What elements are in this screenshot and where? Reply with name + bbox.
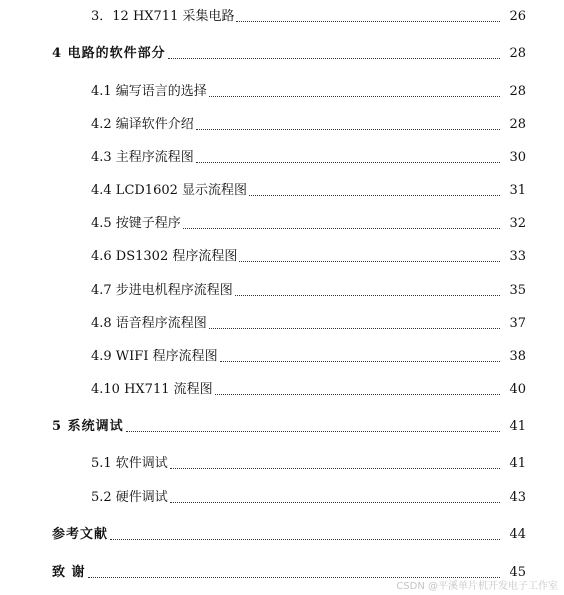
- toc-entry-page: 28: [509, 84, 526, 99]
- toc-entry: [0, 311, 564, 333]
- toc-entry-title: 4.4 LCD1602 显示流程图: [91, 183, 248, 198]
- toc-entry-page: 28: [509, 46, 526, 61]
- dot-leader: [209, 324, 500, 329]
- dot-leader: [215, 390, 500, 395]
- toc-entry-title: 3．12 HX711 采集电路: [91, 9, 235, 24]
- dot-leader: [110, 535, 500, 540]
- toc-entry: [0, 4, 564, 26]
- dot-leader: [209, 92, 500, 97]
- toc-entry-title: 4.2 编译软件介绍: [91, 117, 194, 132]
- toc-entry: [0, 112, 564, 134]
- toc-entry-title: 4.6 DS1302 程序流程图: [91, 249, 238, 264]
- toc-entry-title: 4.8 语音程序流程图: [91, 316, 207, 331]
- toc-entry-title: 4.10 HX711 流程图: [91, 382, 213, 397]
- toc-entry: [0, 485, 564, 507]
- toc-entry-page: 45: [509, 565, 526, 580]
- toc-entry: [0, 522, 564, 544]
- toc-entry-page: 43: [509, 490, 526, 505]
- toc-entry-page: 31: [509, 183, 526, 198]
- dot-leader: [183, 224, 500, 229]
- toc-entry-title: 4.5 按键子程序: [91, 216, 181, 231]
- toc-entry-page: 26: [509, 9, 526, 24]
- toc-entry-title: 4.1 编写语言的选择: [91, 84, 207, 99]
- csdn-watermark: CSDN @平溪单片机开发电子工作室: [396, 581, 558, 592]
- toc-entry-title: 参考文献: [52, 527, 109, 542]
- dot-leader: [196, 158, 500, 163]
- dot-leader: [239, 257, 500, 262]
- toc-entry-page: 41: [509, 456, 526, 471]
- dot-leader: [170, 464, 500, 469]
- toc-entry: [0, 414, 564, 436]
- dot-leader: [236, 17, 500, 22]
- toc-entry-title: 4.7 步进电机程序流程图: [91, 283, 233, 298]
- toc-entry-page: 40: [509, 382, 526, 397]
- toc-entry: [0, 79, 564, 101]
- toc-entry: [0, 178, 564, 200]
- toc-entry-page: 38: [509, 349, 526, 364]
- toc-entry: [0, 278, 564, 300]
- toc-entry-page: 32: [509, 216, 526, 231]
- toc-entry: [0, 41, 564, 63]
- toc-entry: [0, 211, 564, 233]
- toc-entry-title: 4 电路的软件部分: [52, 46, 166, 61]
- toc-entry-page: 30: [509, 150, 526, 165]
- dot-leader: [126, 427, 500, 432]
- dot-leader: [249, 191, 500, 196]
- toc-entry: [0, 377, 564, 399]
- toc-entry: [0, 244, 564, 266]
- dot-leader: [235, 291, 500, 296]
- toc-entry-page: 35: [509, 283, 526, 298]
- toc-entry-title: 5.1 软件调试: [91, 456, 168, 471]
- toc-entry-title: 4.3 主程序流程图: [91, 150, 194, 165]
- toc-entry-title: 5 系统调试: [52, 419, 124, 434]
- dot-leader: [168, 54, 500, 59]
- toc-entry: [0, 145, 564, 167]
- dot-leader: [220, 357, 500, 362]
- toc-entry-title: 致 谢: [52, 565, 86, 580]
- dot-leader: [196, 125, 500, 130]
- dot-leader: [170, 498, 500, 503]
- toc-entry-page: 44: [509, 527, 526, 542]
- toc-entry-title: 4.9 WIFI 程序流程图: [91, 349, 218, 364]
- toc-entry-title: 5.2 硬件调试: [91, 490, 168, 505]
- toc-entry-page: 37: [509, 316, 526, 331]
- toc-entry: [0, 451, 564, 473]
- toc-entry-page: 33: [509, 249, 526, 264]
- toc-entry-page: 41: [509, 419, 526, 434]
- toc-entry-page: 28: [509, 117, 526, 132]
- toc-entry: [0, 344, 564, 366]
